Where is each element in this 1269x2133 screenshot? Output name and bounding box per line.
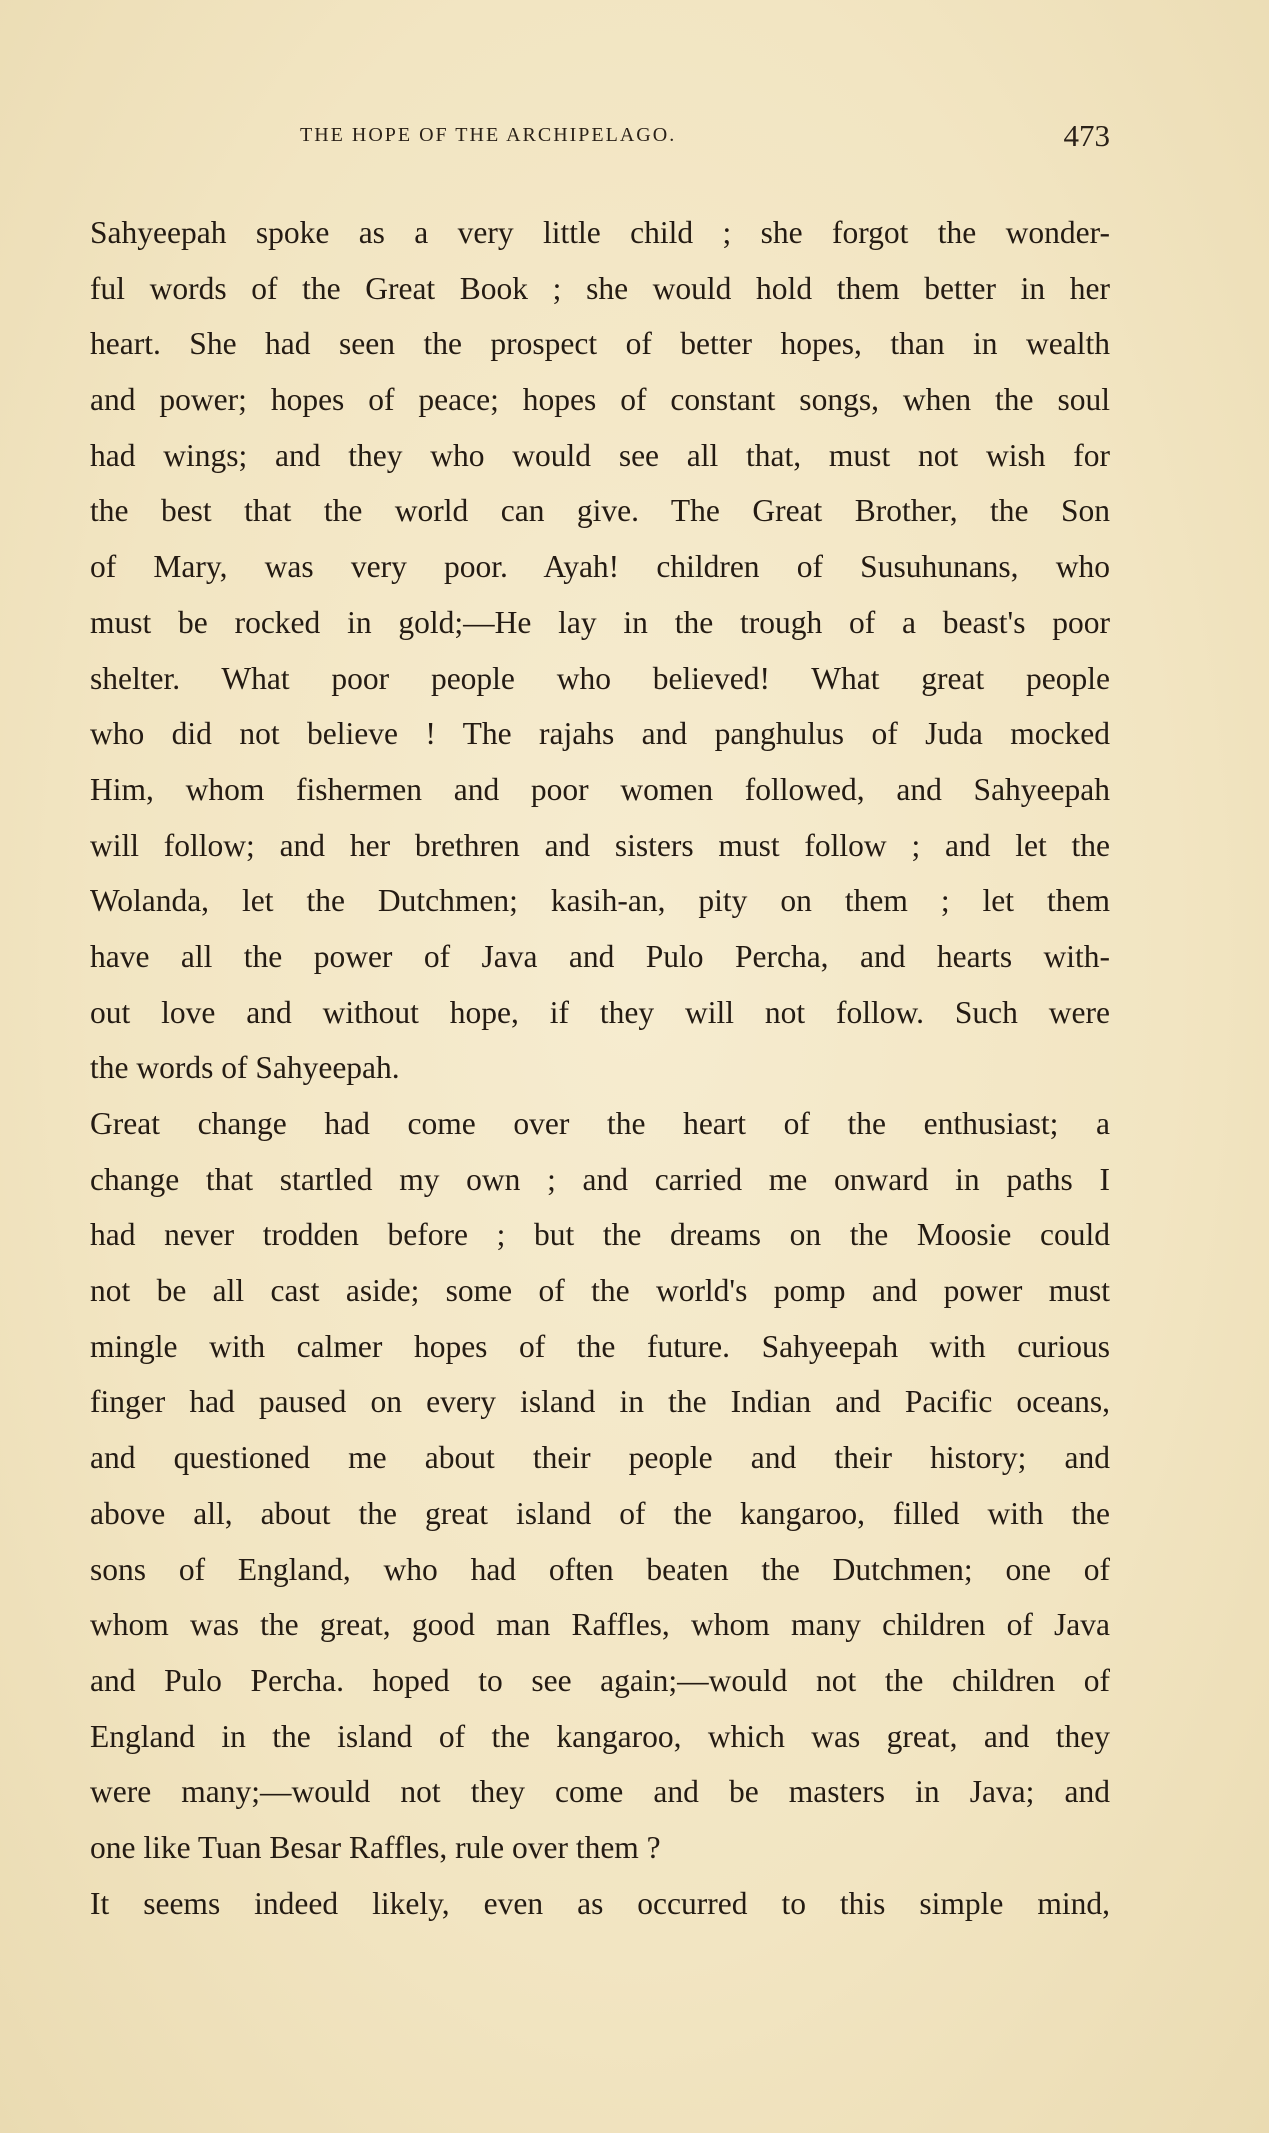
text-line: and power; hopes of peace; hopes of constant songs, when the soul: [90, 382, 1110, 418]
text-line: the best that the world can give. The Great Brother, the Son: [90, 493, 1110, 529]
text-line: of Mary, was very poor. Ayah! children of Susuhunans, who: [90, 549, 1110, 585]
text-line: above all, about the great island of the kangaroo, filled with the: [90, 1495, 1110, 1531]
text-line: out love and without hope, if they will not follow. Such were: [90, 994, 1110, 1030]
text-line: who did not believe ! The rajahs and panghulus of Juda mocked: [90, 716, 1110, 752]
text-line: Wolanda, let the Dutchmen; kasih-an, pity on them ; let them: [90, 883, 1110, 919]
text-line: had wings; and they who would see all that, must not wish for: [90, 437, 1110, 473]
text-line: ful words of the Great Book ; she would hold them better in her: [90, 270, 1110, 306]
text-line: Sahyeepah spoke as a very little child ; she forgot the wonder-: [90, 215, 1110, 250]
text-line: the words of Sahyeepah.: [90, 1050, 400, 1086]
text-line: change that startled my own ; and carried me onward in paths I: [90, 1161, 1110, 1197]
text-line: heart. She had seen the prospect of better hopes, than in wealth: [90, 326, 1110, 362]
text-line: finger had paused on every island in the Indian and Pacific oceans,: [90, 1384, 1110, 1420]
text-line: have all the power of Java and Pulo Percha, and hearts with-: [90, 938, 1110, 974]
text-line: will follow; and her brethren and sisters must follow ; and let the: [90, 827, 1110, 863]
text-line: must be rocked in gold;—He lay in the trough of a beast's poor: [90, 604, 1110, 640]
text-line: shelter. What poor people who believed! What great people: [90, 660, 1110, 696]
text-line: one like Tuan Besar Raffles, rule over them ?: [90, 1829, 661, 1865]
text-line: It seems indeed likely, even as occurred to this simple mind,: [90, 1885, 1110, 1921]
text-line: sons of England, who had often beaten the Dutchmen; one of: [90, 1551, 1110, 1587]
body-text: [90, 205, 1110, 1931]
text-line: and questioned me about their people and their history; and: [90, 1440, 1110, 1476]
text-line: Great change had come over the heart of the enthusiast; a: [90, 1106, 1110, 1141]
text-line: whom was the great, good man Raffles, whom many children of Java: [90, 1607, 1110, 1643]
text-line: not be all cast aside; some of the world's pomp and power must: [90, 1273, 1110, 1309]
text-line: mingle with calmer hopes of the future. Sahyeepah with curious: [90, 1328, 1110, 1364]
text-line: were many;—would not they come and be masters in Java; and: [90, 1774, 1110, 1810]
text-line: England in the island of the kangaroo, which was great, and they: [90, 1718, 1110, 1754]
page-header: [90, 118, 1110, 158]
text-line: and Pulo Percha. hoped to see again;—would not the children of: [90, 1662, 1110, 1698]
text-line: Him, whom fishermen and poor women followed, and Sahyeepah: [90, 771, 1110, 807]
running-title: THE HOPE OF THE ARCHIPELAGO.: [300, 124, 677, 146]
text-line: had never trodden before ; but the dreams on the Moosie could: [90, 1217, 1110, 1253]
page-number: 473: [1063, 118, 1110, 153]
